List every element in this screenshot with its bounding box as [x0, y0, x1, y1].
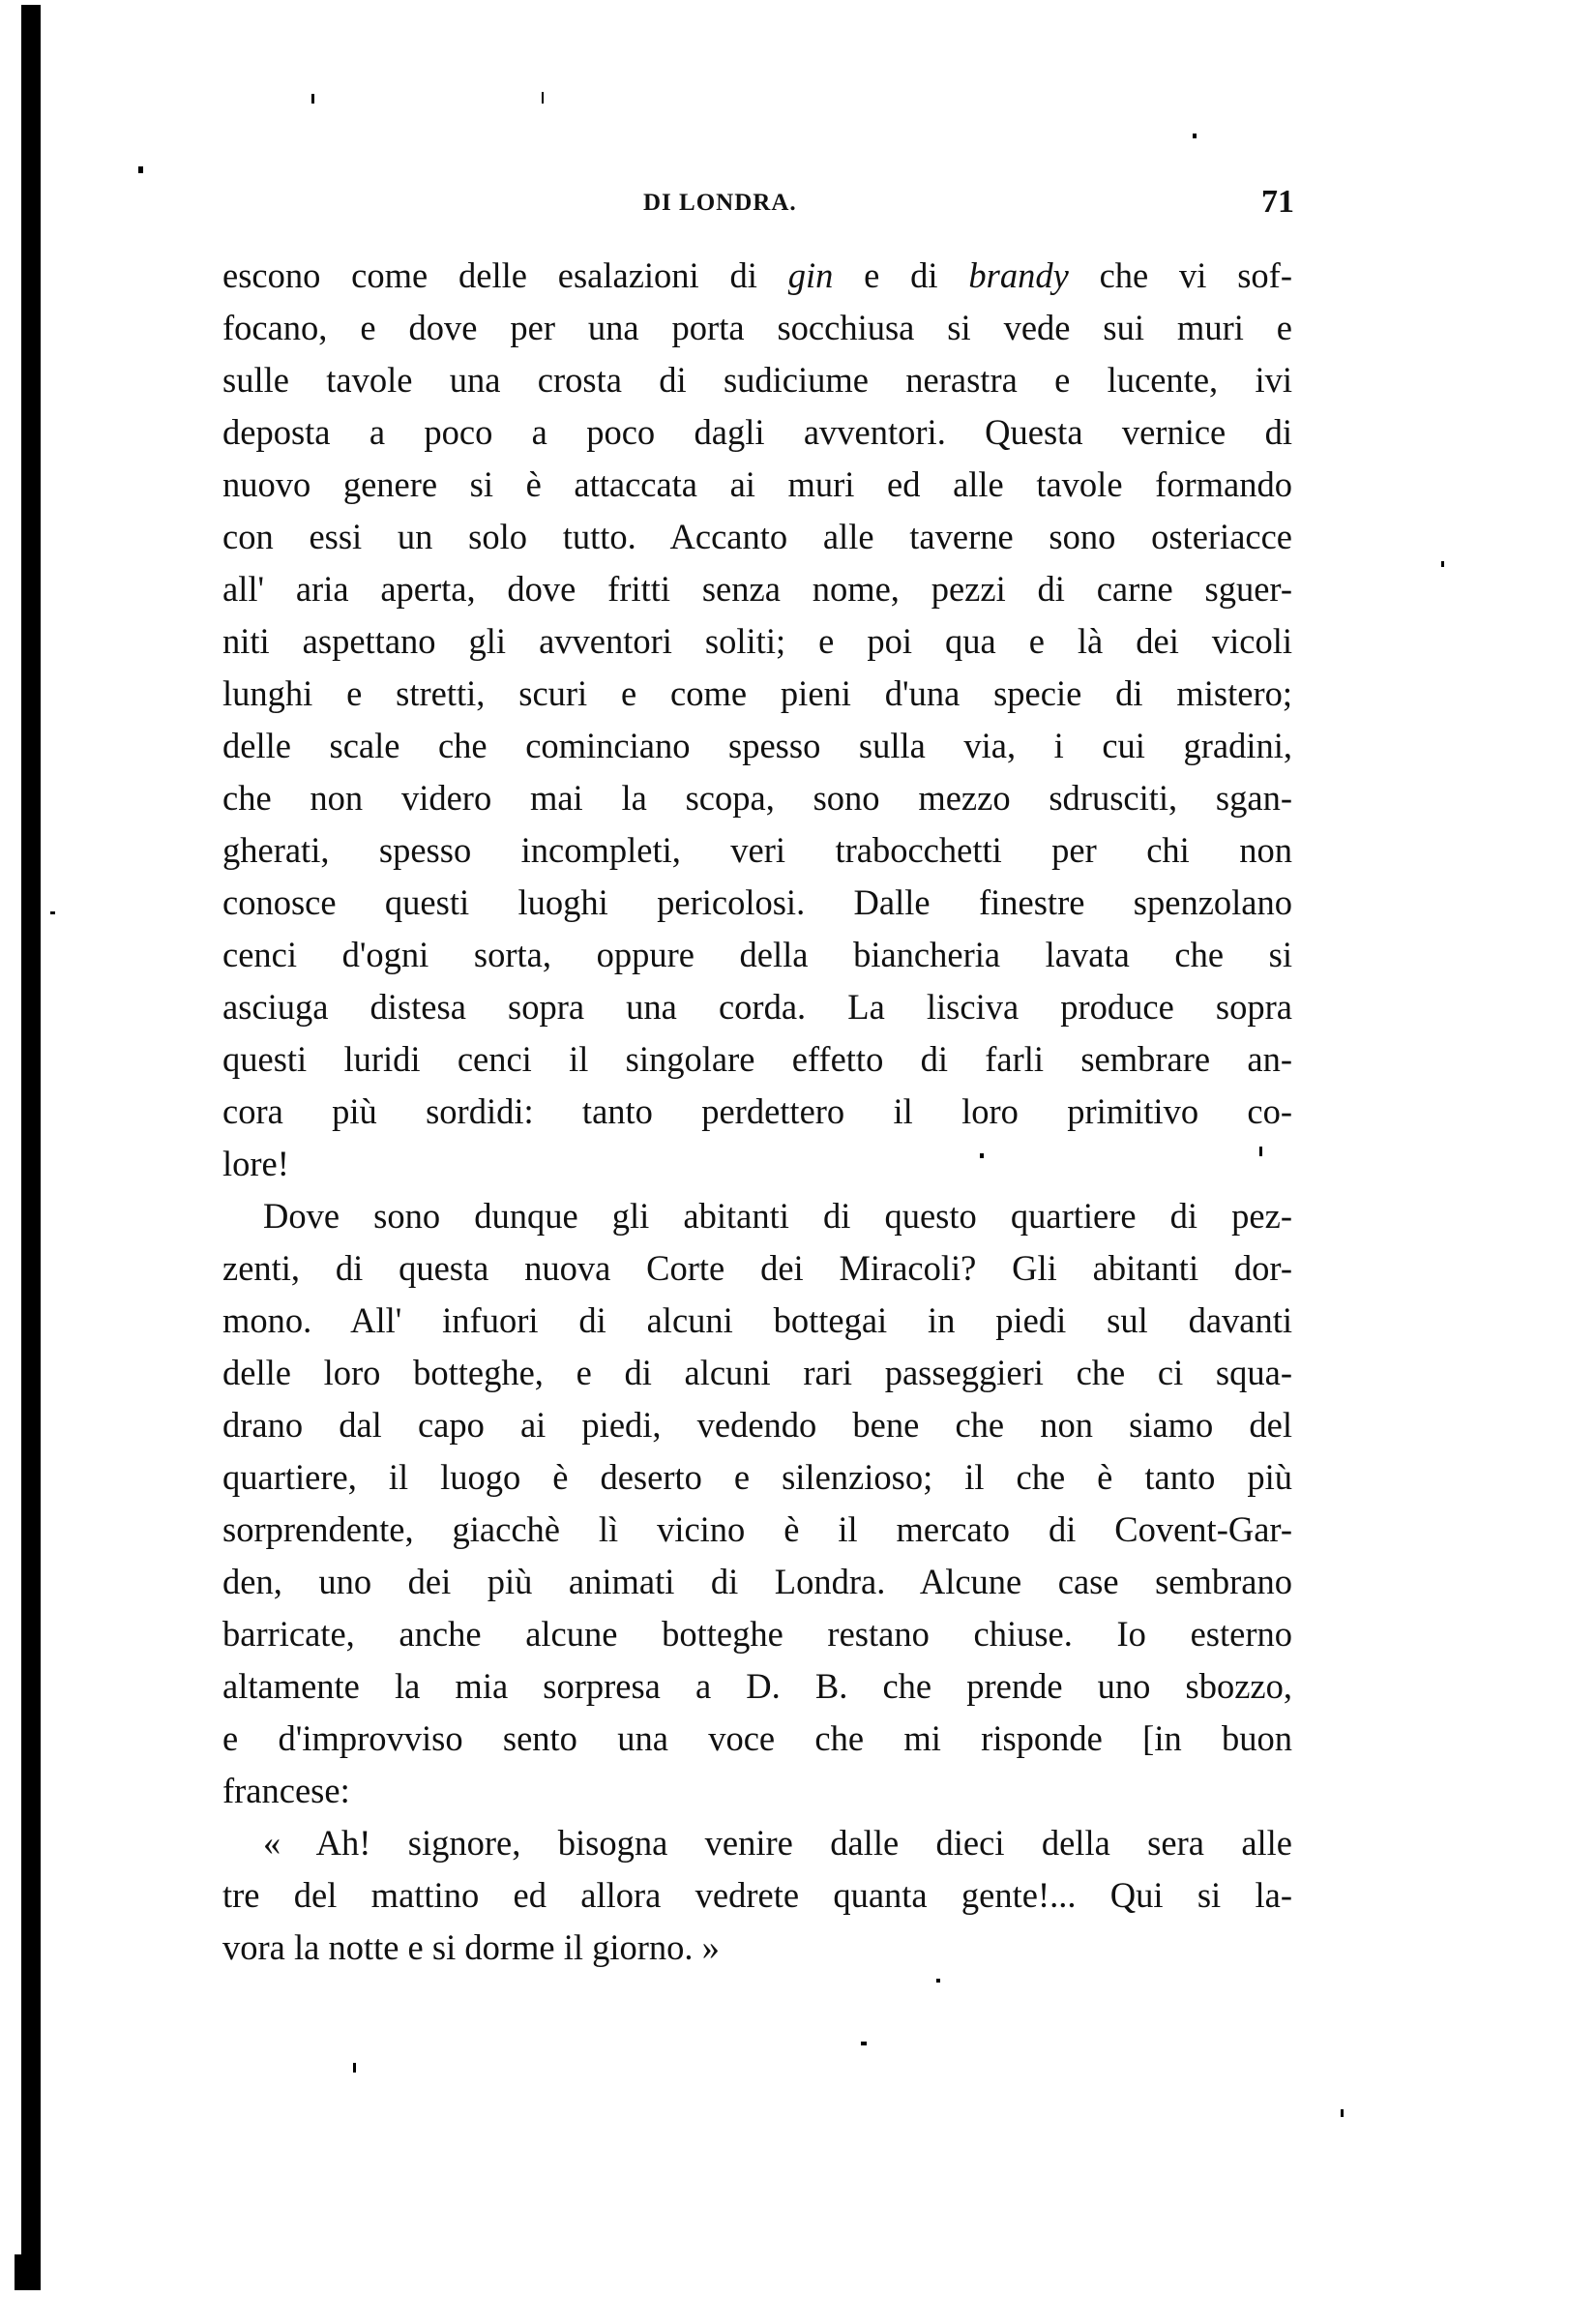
text-segment: cenci d'ogni sorta, oppure della biancheria lavata che si [222, 935, 1292, 974]
text-line [222, 1869, 1292, 1922]
text-line [222, 1033, 1292, 1086]
text-segment: lunghi e stretti, scuri e come pieni d'una specie di mistero; [222, 673, 1292, 713]
scan-speck [1341, 2109, 1344, 2117]
text-segment: questi luridi cenci il singolare effetto di farli sembrare an- [222, 1039, 1292, 1079]
text-line [222, 1138, 1292, 1190]
text-segment: e di [833, 255, 969, 295]
text-line [222, 720, 1292, 772]
scan-binding-edge [21, 5, 41, 2290]
text-line [222, 981, 1292, 1033]
text-line [222, 511, 1292, 563]
text-line [222, 1660, 1292, 1713]
text-line [222, 1451, 1292, 1504]
scan-speck [138, 166, 143, 173]
text-segment: quartiere, il luogo è deserto e silenzioso; il che è tanto più [222, 1457, 1292, 1497]
text-line [222, 1086, 1292, 1138]
text-line [222, 354, 1292, 406]
text-segment: drano dal capo ai piedi, vedendo bene che non siamo del [222, 1405, 1292, 1445]
text-segment: sorprendente, giacchè lì vicino è il mercato di Covent-Gar- [222, 1509, 1292, 1549]
text-line [222, 615, 1292, 668]
text-segment: all' aria aperta, dove fritti senza nome, pezzi di carne sguer- [222, 569, 1292, 609]
text-segment: francese: [222, 1771, 350, 1810]
scan-speck [936, 1979, 940, 1983]
scan-speck [1441, 561, 1444, 567]
text-line [222, 1504, 1292, 1556]
text-line [222, 1242, 1292, 1295]
text-segment: gherati, spesso incompleti, veri trabocchetti per chi non [222, 830, 1292, 870]
body-text [222, 250, 1292, 1974]
text-line [222, 406, 1292, 459]
text-line [222, 250, 1292, 302]
text-line [222, 302, 1292, 354]
text-segment: vora la notte e si dorme il giorno. » [222, 1927, 720, 1967]
text-segment: focano, e dove per una porta socchiusa si vede sui muri e [222, 308, 1292, 347]
text-segment: tre del mattino ed allora vedrete quanta gente!... Qui si la- [222, 1875, 1292, 1915]
text-line [222, 1556, 1292, 1608]
text-segment: escono come delle esalazioni di [222, 255, 788, 295]
text-segment: niti aspettano gli avventori soliti; e poi qua e là dei vicoli [222, 621, 1292, 661]
text-line [222, 824, 1292, 877]
scan-speck [542, 92, 544, 104]
text-line [222, 668, 1292, 720]
text-segment: con essi un solo tutto. Accanto alle taverne sono osteriacce [222, 517, 1292, 556]
scan-speck [1259, 1147, 1262, 1156]
text-line [222, 459, 1292, 511]
text-line [222, 1817, 1292, 1869]
text-line [222, 563, 1292, 615]
text-line [222, 929, 1292, 981]
text-line [222, 1399, 1292, 1451]
scan-speck [861, 2042, 867, 2045]
text-segment: Dove sono dunque gli abitanti di questo quartiere di pez- [263, 1196, 1292, 1236]
scan-speck [311, 94, 314, 104]
text-line [222, 1922, 1292, 1974]
text-segment: altamente la mia sorpresa a D. B. che prende uno sbozzo, [222, 1666, 1292, 1706]
text-segment: cora più sordidi: tanto perdettero il loro primitivo co- [222, 1091, 1292, 1131]
text-line [222, 1765, 1292, 1817]
scan-speck [50, 911, 55, 914]
text-segment: zenti, di questa nuova Corte dei Miracoli? Gli abitanti dor- [222, 1248, 1292, 1288]
text-segment: asciuga distesa sopra una corda. La lisciva produce sopra [222, 987, 1292, 1027]
italic-term: brandy [968, 255, 1069, 295]
text-line [222, 772, 1292, 824]
running-head: DI LONDRA. [643, 190, 797, 216]
text-segment: che vi sof- [1068, 255, 1292, 295]
text-line [222, 1713, 1292, 1765]
text-segment: delle scale che cominciano spesso sulla via, i cui gradini, [222, 726, 1292, 765]
text-segment: delle loro botteghe, e di alcuni rari passeggieri che ci squa- [222, 1353, 1292, 1392]
text-line [222, 877, 1292, 929]
text-segment: « Ah! signore, bisogna venire dalle dieci della sera alle [263, 1823, 1292, 1863]
text-segment: nuovo genere si è attaccata ai muri ed alle tavole formando [222, 464, 1292, 504]
italic-term: gin [787, 255, 834, 295]
text-segment: lore! [222, 1144, 289, 1183]
scan-binding-edge-bottom [15, 2254, 36, 2290]
text-line [222, 1347, 1292, 1399]
text-segment: che non videro mai la scopa, sono mezzo sdrusciti, sgan- [222, 778, 1292, 818]
text-line [222, 1190, 1292, 1242]
text-segment: barricate, anche alcune botteghe restano chiuse. Io esterno [222, 1614, 1292, 1654]
text-segment: deposta a poco a poco dagli avventori. Questa vernice di [222, 412, 1292, 452]
text-line [222, 1295, 1292, 1347]
scan-speck [1193, 134, 1197, 138]
text-segment: conosce questi luoghi pericolosi. Dalle finestre spenzolano [222, 882, 1292, 922]
page-number: 71 [1261, 184, 1294, 220]
text-segment: e d'improvviso sento una voce che mi risponde [in buon [222, 1718, 1292, 1758]
text-segment: mono. All' infuori di alcuni bottegai in piedi sul davanti [222, 1300, 1292, 1340]
text-line [222, 1608, 1292, 1660]
scan-speck [353, 2063, 356, 2073]
text-segment: den, uno dei più animati di Londra. Alcune case sembrano [222, 1562, 1292, 1601]
scan-speck [980, 1153, 984, 1158]
text-segment: sulle tavole una crosta di sudiciume nerastra e lucente, ivi [222, 360, 1292, 400]
